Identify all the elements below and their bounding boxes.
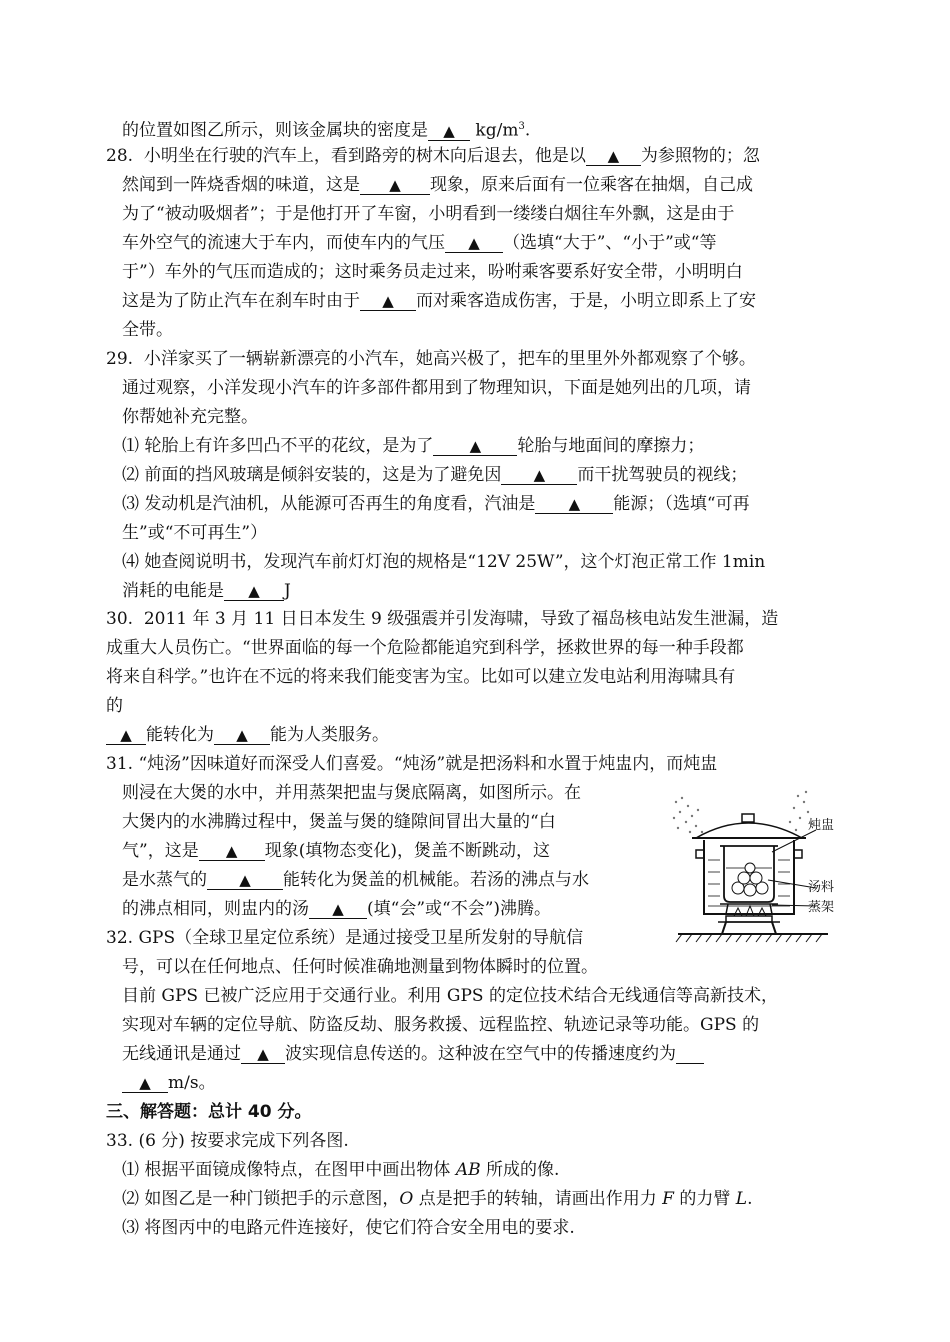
var-f: F (662, 1189, 674, 1209)
answer-blank[interactable] (122, 1074, 168, 1093)
answer-blank[interactable] (360, 176, 430, 195)
text: 轮胎与地面间的摩擦力； (517, 436, 705, 456)
q29-line3: 你帮她补充完整。 (122, 407, 258, 427)
marker: ▲ (382, 292, 394, 310)
text: 这是为了防止汽车在刹车时由于 (122, 291, 360, 311)
question-number: 32. (106, 928, 134, 948)
text: 然闻到一阵烧香烟的味道，这是 (122, 175, 360, 195)
text: m/s。 (168, 1073, 216, 1093)
answer-blank[interactable] (428, 122, 470, 141)
text: J (284, 581, 291, 601)
q29-sub2 (122, 465, 747, 485)
answer-blank[interactable] (445, 234, 503, 253)
text: ⑴ 根据平面镜成像特点，在图甲中画出物体 (122, 1160, 456, 1180)
text: ⑴ 轮胎上有许多凹凸不平的花纹，是为了 (122, 436, 434, 456)
q28-line1 (106, 146, 760, 166)
marker: ▲ (120, 726, 132, 744)
text: 为参照物的；忽 (640, 146, 760, 166)
text: 能为人类服务。 (270, 725, 389, 745)
text: 是水蒸气的 (122, 870, 207, 890)
text: 波实现信息传送的。这种波在空气中的传播速度约为 (285, 1044, 676, 1064)
label-stew-cup: 炖盅 (808, 818, 835, 833)
var-ab: AB (455, 1160, 481, 1180)
q32-line5 (122, 1044, 704, 1064)
section-3-title: 三、解答题：总计 40 分。 (106, 1102, 312, 1122)
q33-head: 33. (6 分) 按要求完成下列各图. (106, 1131, 349, 1151)
unit-exp: 3 (518, 121, 525, 132)
text: 现象(填物态变化)，煲盖不断跳动，这 (264, 841, 550, 861)
text: . (747, 1189, 753, 1209)
text: 消耗的电能是 (122, 581, 224, 601)
q30-line3: 将来自科学。”也许在不远的将来我们能变害为宝。比如可以建立发电站利用海啸具有 (106, 667, 736, 687)
q31-line1 (106, 754, 717, 774)
q29-sub3 (122, 494, 750, 514)
marker: ▲ (443, 121, 455, 140)
label-ingredients: 汤料 (808, 880, 835, 895)
answer-blank[interactable] (309, 900, 367, 919)
question-number: 28. (106, 146, 134, 166)
question-number: 30. (106, 609, 134, 629)
answer-blank[interactable] (214, 726, 270, 745)
marker: ▲ (248, 582, 260, 600)
answer-blank[interactable] (106, 726, 146, 745)
q28-line5: 于”）车外的气压而造成的；这时乘务员走过来，吩咐乘客要系好安全带，小明明白 (122, 262, 743, 282)
marker: ▲ (468, 234, 480, 252)
q32-line3: 目前 GPS 已被广泛应用于交通行业。利用 GPS 的定位技术结合无线通信等高新技术， (122, 986, 778, 1006)
text: GPS（全球卫星定位系统）是通过接受卫星所发射的导航信 (138, 928, 584, 948)
text: 能转化为 (146, 725, 214, 745)
marker: ▲ (469, 437, 482, 455)
q28-line4 (122, 233, 716, 253)
var-l: L (735, 1189, 748, 1209)
marker: ▲ (389, 176, 401, 194)
q29-sub3-cont: 生”或“不可再生”） (122, 523, 268, 543)
marker: ▲ (533, 466, 546, 484)
marker: ▲ (257, 1045, 269, 1063)
text: 2011 年 3 月 11 日日本发生 9 级强震并引发海啸，导致了福岛核电站发生泄漏，造 (143, 609, 779, 629)
answer-blank[interactable] (241, 1045, 285, 1064)
text: 的力臂 (673, 1189, 736, 1209)
q32-line6 (122, 1073, 216, 1093)
text: 气”，这是 (122, 841, 199, 861)
text: 小明坐在行驶的汽车上，看到路旁的树木向后退去，他是以 (143, 146, 586, 166)
text: 所成的像. (480, 1160, 560, 1180)
answer-blank[interactable] (586, 147, 641, 166)
text: 的位置如图乙所示，则该金属块的密度是 (122, 120, 428, 141)
q30-line4: 的 (106, 696, 123, 716)
q33-sub1 (122, 1160, 559, 1180)
q32-line2: 号，可以在任何地点、任何时候准确地测量到物体瞬时的位置。 (122, 957, 598, 977)
q29-sub4: ⑷ 她查阅说明书，发现汽车前灯灯泡的规格是“12V 25W”，这个灯泡正常工作 1min (122, 552, 766, 572)
text: 能源；（选填“可再 (613, 494, 750, 514)
q31-line3: 大煲内的水沸腾过程中，煲盖与煲的缝隙间冒出大量的“白 (122, 812, 556, 832)
text: 车外空气的流速大于车内，而使车内的气压 (122, 233, 445, 253)
marker: ▲ (225, 842, 238, 860)
q33-sub2 (122, 1189, 752, 1209)
q30-line5 (106, 725, 389, 745)
answer-blank[interactable] (224, 582, 284, 601)
answer-blank[interactable] (199, 842, 265, 861)
q31-line2: 则浸在大煲的水中，并用蒸架把盅与煲底隔离，如图所示。在 (122, 783, 581, 803)
q29-line2: 通过观察，小洋发现小汽车的许多部件都用到了物理知识，下面是她列出的几项，请 (122, 378, 751, 398)
marker: ▲ (607, 147, 620, 165)
text: ⑵ 前面的挡风玻璃是倾斜安装的，这是为了避免因 (122, 465, 502, 485)
text: 小洋家买了一辆崭新漂亮的小汽车，她高兴极了，把车的里里外外都观察了个够。 (143, 349, 756, 369)
q27-tail-line: 的位置如图乙所示，则该金属块的密度是 ▲ $kg/m^3$. (122, 120, 531, 141)
marker: ▲ (332, 900, 344, 918)
question-number: 29. (106, 349, 134, 369)
text: 而干扰驾驶员的视线； (577, 465, 748, 485)
text: 现象，原来后面有一位乘客在抽烟，自己成 (430, 175, 753, 195)
ground-hatch (676, 934, 822, 942)
label-steam-rack: 蒸架 (808, 900, 835, 915)
answer-blank[interactable] (207, 871, 283, 890)
text: 能转化为煲盖的机械能。若汤的沸点与水 (283, 870, 589, 890)
stew-pot-drawing (668, 788, 830, 948)
answer-blank[interactable] (360, 292, 416, 311)
text: 的沸点相同，则盅内的汤 (122, 899, 309, 919)
text: (填“会”或“不会”)沸腾。 (367, 899, 552, 919)
marker: ▲ (236, 726, 248, 744)
unit: kg/m (475, 120, 519, 141)
q29-sub4-cont (122, 581, 291, 601)
marker: ▲ (239, 871, 251, 889)
q28-line2 (122, 175, 753, 195)
text: ⑵ 如图乙是一种门锁把手的示意图， (122, 1189, 400, 1209)
text: “炖汤”因味道好而深受人们喜爱。“炖汤”就是把汤料和水置于炖盅内，而炖盅 (138, 754, 718, 774)
text: ⑶ 发动机是汽油机，从能源可否再生的角度看，汽油是 (122, 494, 536, 514)
q31-line4 (122, 841, 550, 861)
q28-line3: 为了“被动吸烟者”；于是他打开了车窗，小明看到一缕缕白烟往车外飘，这是由于 (122, 204, 735, 224)
q29-sub1 (122, 436, 704, 456)
q28-line6 (122, 291, 756, 311)
q31-line6 (122, 899, 551, 919)
text: 点是把手的转轴，请画出作用力 (413, 1189, 663, 1209)
stew-pot-figure (668, 788, 835, 948)
q33-sub3: ⑶ 将图丙中的电路元件连接好，使它们符合安全用电的要求. (122, 1218, 575, 1238)
answer-blank-start[interactable] (676, 1045, 704, 1064)
q28-line7: 全带。 (122, 320, 173, 340)
text: 而对乘客造成伤害，于是，小明立即系上了安 (416, 291, 756, 311)
question-number: 31. (106, 754, 134, 774)
q32-line4: 实现对车辆的定位导航、防盗反劫、服务救援、远程监控、轨迹记录等功能。GPS 的 (122, 1015, 760, 1035)
q30-line2: 成重大人员伤亡。“世界面临的每一个危险都能追究到科学，拯救世界的每一种手段都 (106, 638, 744, 658)
q30-line1 (106, 609, 778, 629)
answer-blank[interactable] (501, 466, 577, 485)
answer-blank[interactable] (433, 437, 517, 456)
q32-line1 (106, 928, 583, 948)
q29-line1 (106, 349, 756, 369)
q31-line5 (122, 870, 589, 890)
answer-blank[interactable] (535, 495, 613, 514)
text: 无线通讯是通过 (122, 1044, 241, 1064)
marker: ▲ (139, 1074, 151, 1092)
text: （选填“大于”、“小于”或“等 (503, 233, 717, 253)
var-o: O (399, 1189, 414, 1209)
marker: ▲ (568, 495, 581, 513)
